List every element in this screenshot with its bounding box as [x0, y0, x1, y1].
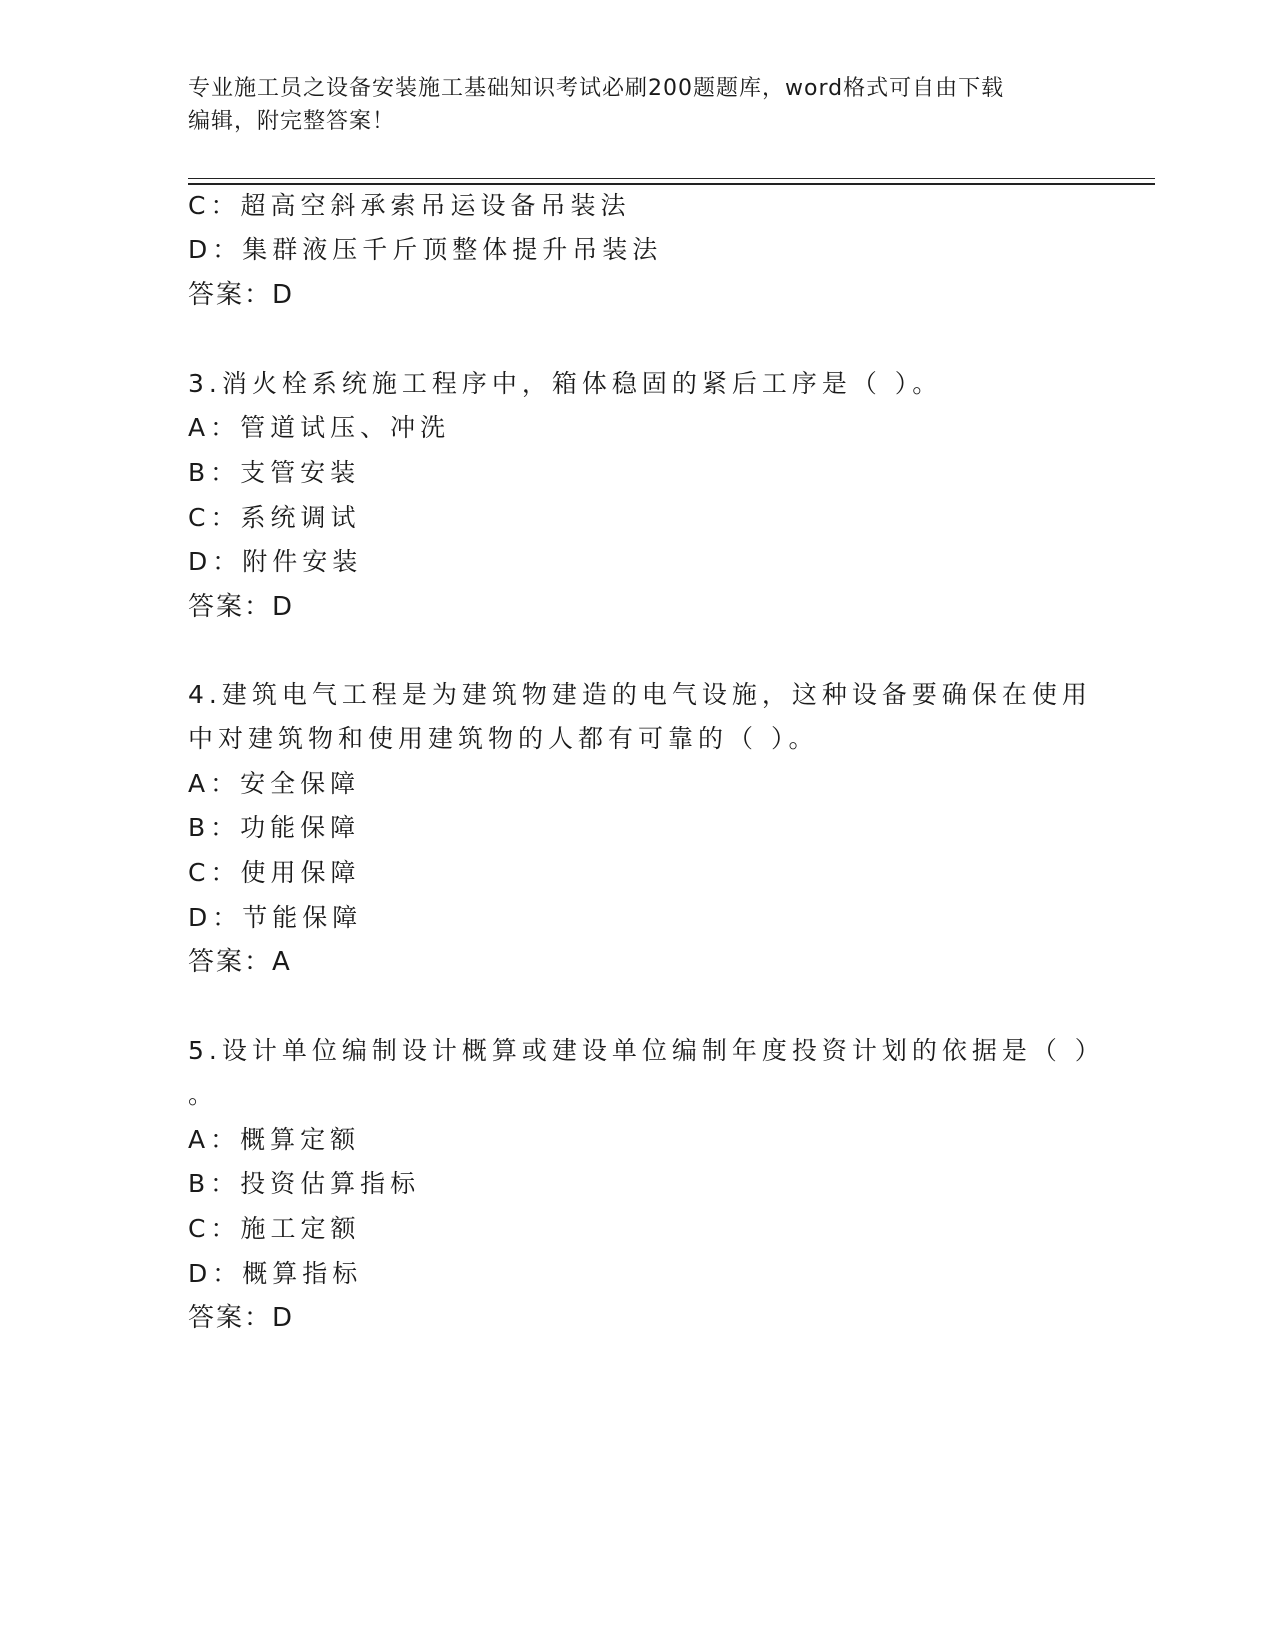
- q5-stem-line-1: 5.设计单位编制设计概算或建设单位编制年度投资计划的依据是（ ）: [188, 1036, 1105, 1065]
- q3-option-b: B：支管安装: [188, 458, 361, 487]
- header-divider-thin: [188, 178, 1155, 179]
- q2-option-c: C：超高空斜承索吊运设备吊装法: [188, 191, 631, 220]
- q3-option-d: D：附件安装: [188, 547, 363, 576]
- document-header: [188, 72, 1088, 138]
- q5-option-b: B：投资估算指标: [188, 1169, 421, 1198]
- header-title-line-2: 编辑，附完整答案！: [188, 109, 396, 134]
- q3-option-c: C：系统调试: [188, 503, 361, 532]
- q4-stem-line-2: 中对建筑物和使用建筑物的人都有可靠的（ ）。: [188, 724, 819, 753]
- q4-option-d: D：节能保障: [188, 903, 363, 932]
- q4-stem-line-1: 4.建筑电气工程是为建筑物建造的电气设施，这种设备要确保在使用: [188, 680, 1092, 709]
- header-divider-thick: [188, 183, 1155, 185]
- q3-option-a: A：管道试压、冲洗: [188, 413, 451, 442]
- q2-option-d: D：集群液压千斤顶整体提升吊装法: [188, 235, 663, 264]
- header-title-line-1: 专业施工员之设备安装施工基础知识考试必刷200题题库，word格式可自由下载: [188, 76, 1005, 101]
- q5-stem-line-2: 。: [188, 1080, 219, 1109]
- q4-option-a: A：安全保障: [188, 769, 361, 798]
- q3-stem: 3.消火栓系统施工程序中，箱体稳固的紧后工序是（ ）。: [188, 369, 943, 398]
- q5-answer: 答案：D: [188, 1303, 295, 1333]
- q5-option-c: C：施工定额: [188, 1214, 361, 1243]
- q2-answer: 答案：D: [188, 280, 295, 310]
- q4-option-b: B：功能保障: [188, 813, 361, 842]
- q5-option-a: A：概算定额: [188, 1125, 361, 1154]
- q4-option-c: C：使用保障: [188, 858, 361, 887]
- q5-option-d: D：概算指标: [188, 1259, 363, 1288]
- q3-answer: 答案：D: [188, 592, 295, 622]
- q4-answer: 答案：A: [188, 947, 292, 977]
